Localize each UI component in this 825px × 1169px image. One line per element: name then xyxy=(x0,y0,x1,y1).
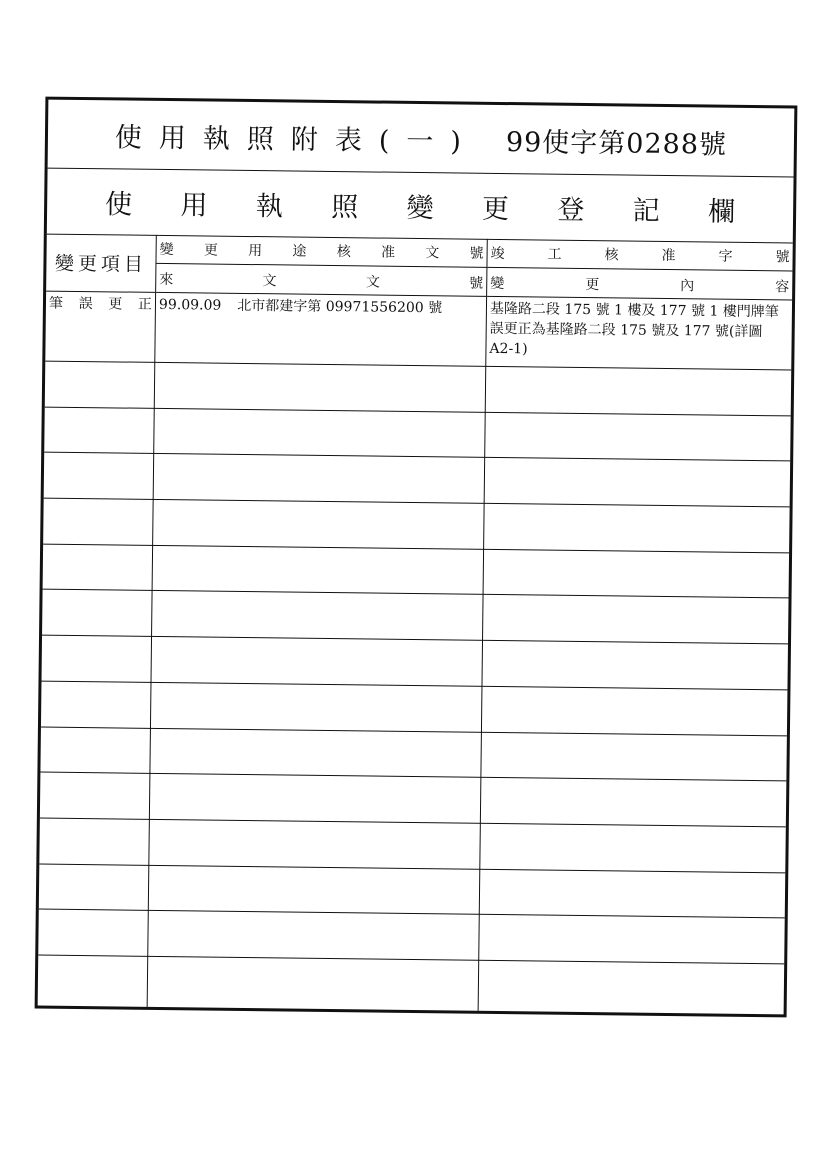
change-item xyxy=(49,294,152,315)
table-body xyxy=(38,292,792,1015)
approval-doc-char: 核 xyxy=(336,244,351,261)
subtitle-char: 變 xyxy=(406,192,434,224)
incoming-doc-char: 號 xyxy=(469,275,484,292)
change-content-char: 更 xyxy=(585,276,600,293)
change-item-char: 筆 xyxy=(48,295,64,312)
form-subtitle-row xyxy=(47,168,794,244)
subtitle-char: 用 xyxy=(180,189,208,222)
approval-doc-char: 號 xyxy=(469,245,484,262)
document-cell xyxy=(156,293,486,321)
incoming-doc-char: 文 xyxy=(262,272,277,289)
completion-no-char: 竣 xyxy=(490,245,505,263)
change-content: 基隆路二段 175 號 1 樓及 177 號 1 樓門牌筆誤更正為基隆路二段 175 號及 177 號(詳圖 A2-1) xyxy=(489,300,779,358)
license-form xyxy=(35,97,798,1018)
incoming-doc-char: 來 xyxy=(159,271,174,288)
entry-date: 99.09.09 xyxy=(158,296,222,314)
change-item-char: 更 xyxy=(108,296,123,313)
approval-doc-char: 用 xyxy=(248,242,263,260)
subtitle-char: 欄 xyxy=(707,195,736,228)
incoming-doc-char: 文 xyxy=(365,273,381,291)
table-row xyxy=(45,292,792,371)
change-content-char: 容 xyxy=(775,278,790,295)
change-item-char: 誤 xyxy=(78,295,93,313)
subtitle-char: 照 xyxy=(331,191,359,223)
approval-doc-char: 文 xyxy=(425,245,440,262)
change-item-char: 正 xyxy=(137,296,153,313)
approval-doc-char: 准 xyxy=(380,244,396,261)
completion-no-char: 工 xyxy=(547,246,562,263)
header-change-item: 變更項目 xyxy=(46,234,156,293)
header-document xyxy=(156,235,487,297)
approval-doc-char: 途 xyxy=(292,243,307,260)
change-content-char: 變 xyxy=(490,275,505,292)
subtitle-char: 執 xyxy=(255,190,284,222)
empty-row xyxy=(38,910,784,965)
approval-doc-char: 變 xyxy=(159,241,174,259)
subtitle-char: 記 xyxy=(632,195,660,227)
completion-no-char: 核 xyxy=(604,247,619,264)
change-content-char: 內 xyxy=(680,277,695,294)
register-table xyxy=(38,234,793,1015)
entry-doc-no: 北市都建字第 09971556200 號 xyxy=(237,297,443,317)
subtitle-char: 登 xyxy=(557,194,585,226)
subtitle-char: 使 xyxy=(104,188,133,221)
completion-no-char: 字 xyxy=(718,248,733,265)
header-approval-doc-no xyxy=(160,239,484,263)
header-content xyxy=(487,239,793,301)
header-incoming-doc-no xyxy=(159,268,483,292)
completion-no-char: 准 xyxy=(661,247,676,265)
license-number: 99使字第0288號 xyxy=(505,126,728,161)
header-completion-no xyxy=(490,243,789,267)
form-title: 使用執照附表(一) xyxy=(114,121,479,158)
form-subtitle xyxy=(47,181,793,229)
subtitle-char: 更 xyxy=(481,193,510,225)
form-title-row xyxy=(48,100,795,178)
header-change-content xyxy=(490,272,789,296)
change-item-cell xyxy=(46,292,155,317)
approval-doc-char: 更 xyxy=(203,242,218,259)
completion-no-char: 號 xyxy=(775,249,790,266)
